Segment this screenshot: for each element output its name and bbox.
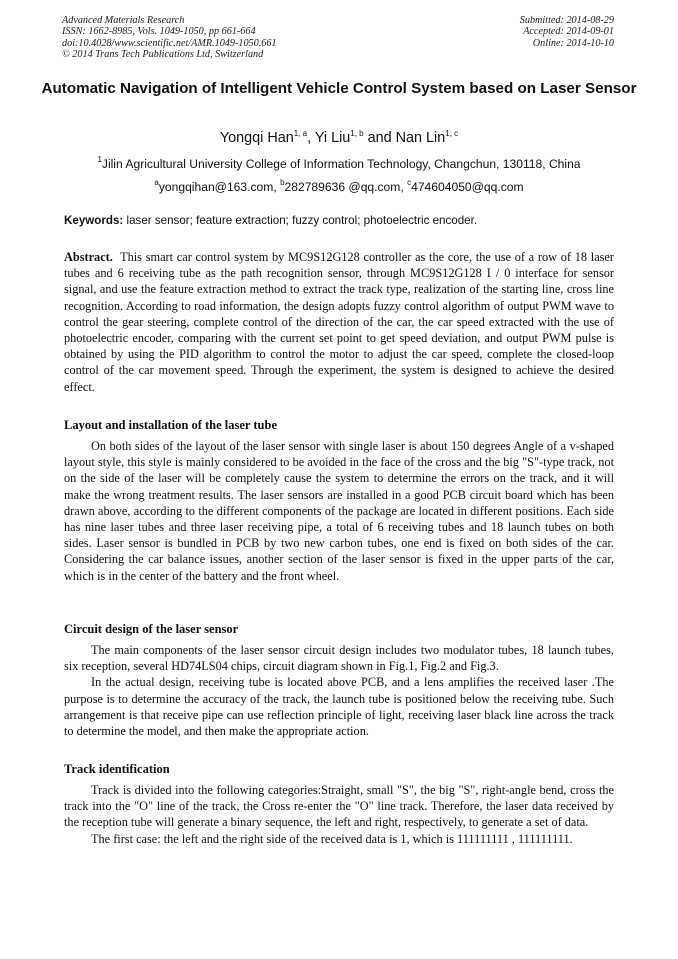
doi-line[interactable]: doi:10.4028/www.scientific.net/AMR.1049-1050.661 (62, 37, 277, 49)
author-list (0, 129, 678, 147)
section-heading: Layout and installation of the laser tube (64, 418, 277, 432)
keywords-label: Keywords: (64, 214, 124, 227)
paragraph: In the actual design, receiving tube is located above PCB, and a lens amplifies the received laser .The purpose is to determine the accuracy of the track, the launch tube is positioned below the receiving tube. Such arrangement is that receive pipe can use reflection principle of light, receiving laser black line across the track to determine the model, and then make the appropriate action. (64, 675, 614, 739)
issn-line: ISSN: 1662-8985, Vols. 1049-1050, pp 661-664 (62, 26, 256, 38)
abstract-text: This smart car control system by MC9S12G128 controller as the core, the use of a row of 18 laser tubes and 6 receiving tube as the path recognition sensor, through MC9S12G128 I / 0 interface for sensor signal, and use the feature extraction method to extract the track type, realization of the starting line, cross line recognition. According to road information, the design adopts fuzzy control algorithm of output PWM wave to control the gear steering, complete control of the direction of the car, the car speed extracted with the use of photoelectric encoder, comparing with the current set point to get speed deviation, and output PWM pulse is obtained by using the PID algorithm to control the motor to adjust the car speed, complete the closed-loop control of the car movement speed. Through the experiment, the system is designed to achieve the desired effect. (64, 250, 614, 394)
email-address[interactable]: 474604050@qq.com (411, 180, 524, 194)
affiliation (0, 157, 678, 172)
paragraph: The main components of the laser sensor circuit design includes two modulator tubes, 18 launch tubes, six reception, several HD74LS04 chips, circuit diagram shown in Fig.1, Fig.2 and Fig.3. (64, 643, 614, 674)
email-list (0, 180, 678, 195)
abstract-label: Abstract. (64, 250, 113, 264)
author-name: Yongqi Han (219, 130, 294, 146)
author-superscript: 1, c (445, 129, 459, 138)
email-superscript: b (280, 178, 285, 187)
abstract (64, 249, 614, 395)
copyright-line: © 2014 Trans Tech Publications Ltd, Switzerland (62, 48, 264, 60)
email-address[interactable]: yongqihan@163.com (158, 180, 274, 194)
section-body (64, 782, 614, 847)
author-separator: and (363, 130, 396, 146)
email-superscript: c (407, 178, 412, 187)
section-body (64, 642, 614, 739)
author-name: Yi Liu (314, 130, 351, 146)
keywords (64, 213, 620, 228)
accepted-date: Accepted: 2014-09-01 (523, 26, 614, 38)
email-separator: , (273, 180, 281, 194)
author-superscript: 1, b (350, 129, 364, 138)
author-name: Nan Lin (395, 130, 446, 146)
section-heading: Track identification (64, 762, 170, 776)
email-superscript: a (154, 178, 159, 187)
paragraph: The first case: the left and the right side of the received data is 1, which is 111111111 , 111111111. (91, 831, 573, 846)
journal-info (62, 15, 277, 60)
author-superscript: 1, a (293, 129, 308, 138)
online-date: Online: 2014-10-10 (532, 37, 614, 49)
paper-title: Automatic Navigation of Intelligent Vehicle Control System based on Laser Sensor (41, 80, 637, 97)
author-separator: , (307, 130, 315, 146)
paragraph: On both sides of the layout of the laser sensor with single laser is about 150 degrees Angle of a v-shaped layout style, this style is mainly considered to be avoided in the face of the cross and the big "S"-type track, not on the side of the laser will be completely cause the system to determine the errors on the track, and it will make the wrong treatment results. The laser sensors are installed in a good PCB circuit board which has been drawn above, according to the different components of the package are located in different positions. Each side has nine laser tubes and three laser receiving pipe, a total of 6 receiving tubes and 18 launch tubes on both sides. Laser sensor is bundled in PCB by two new carbon tubes, one end is fixed on both sides of the car. Considering the car balance issues, another section of the laser sensor is fixed in the upper parts of the car, which is in the center of the battery and the front wheel. (64, 439, 614, 583)
email-separator: , (400, 180, 408, 194)
keywords-text: laser sensor; feature extraction; fuzzy control; photoelectric encoder. (123, 214, 478, 227)
paragraph: Track is divided into the following categories:Straight, small "S", the big "S", right-angle bend, cross the track into the "O" line of the track, the Cross re-enter the "O" line track. Therefore, the laser data received by the reception tube will generate a binary sequence, the left and right, respectively, to generate a set of data. (64, 783, 614, 830)
section-body (64, 438, 614, 584)
email-address[interactable]: 282789636 @qq.com (284, 180, 401, 194)
section-heading: Circuit design of the laser sensor (64, 622, 239, 636)
affiliation-text: Jilin Agricultural University College of Information Technology, Changchun, 130118, China (101, 157, 581, 171)
submitted-date: Submitted: 2014-08-29 (519, 15, 614, 26)
affiliation-superscript: 1 (97, 155, 102, 164)
dates-info (520, 15, 614, 49)
journal-name: Advanced Materials Research (62, 15, 185, 26)
